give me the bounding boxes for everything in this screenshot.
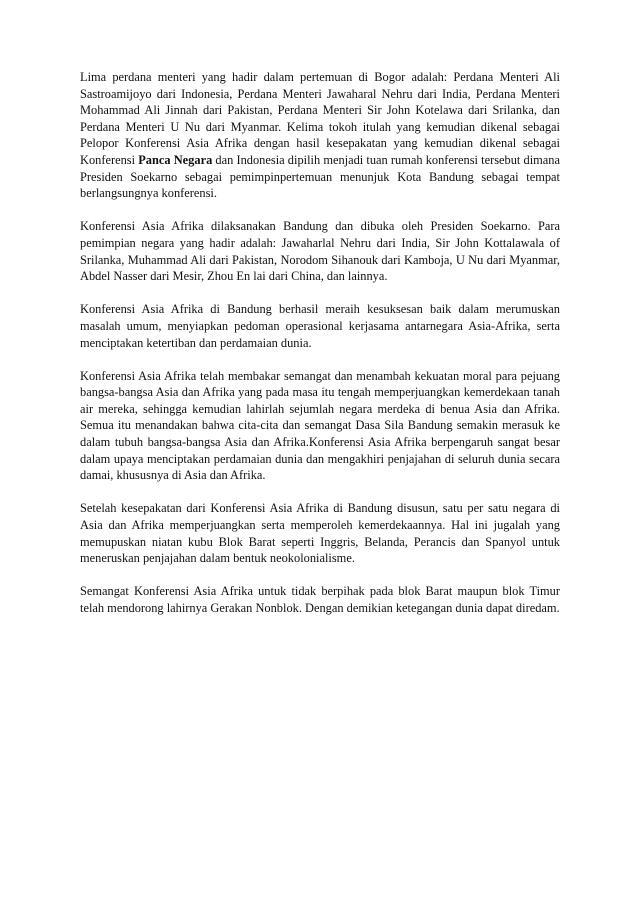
document-body — [80, 69, 560, 633]
paragraph-2: Konferensi Asia Afrika dilaksanakan Bandung dan dibuka oleh Presiden Soekarno. Para pemimpian negara yang hadir adalah: Jawaharlal Nehru dari India, Sir John Kottalawala of Srilanka, Muhammad Ali dari Pakistan, Norodom Sihanouk dari Kamboja, U Nu dari Myanmar, Abdel Nasser dari Mesir, Zhou En lai dari China, dan lainnya. — [80, 219, 560, 284]
paragraph-1 — [80, 69, 560, 202]
paragraph-1-text-b: dan Indonesia dipilih menjadi tuan rumah konferensi tersebut dimana Presiden Soekarno sebagai pemimpinpertemuan menunjuk Kota Bandung sebagai tempat berlangsungnya konferensi. — [80, 152, 561, 201]
bold-term-panca-negara: Panca Negara — [138, 152, 213, 167]
paragraph-4: Konferensi Asia Afrika telah membakar semangat dan menambah kekuatan moral para pejuang bangsa-bangsa Asia dan Afrika yang pada masa itu tengah memperjuangkan kemerdekaan tanah air mereka, sehingga kemudian lahirlah sejumlah negara merdeka di benua Asia dan Afrika. Semua itu menandakan bahwa cita-cita dan semangat Dasa Sila Bandung semakin merasuk ke dalam tubuh bangsa-bangsa Asia dan Afrika.Konferensi Asia Afrika berpengaruh sangat besar dalam upaya menciptakan perdamaian dunia dan mengakhiri penjajahan di seluruh dunia secara damai, khususnya di Asia dan Afrika. — [80, 368, 560, 483]
paragraph-6: Semangat Konferensi Asia Afrika untuk tidak berpihak pada blok Barat maupun blok Timur telah mendorong lahirnya Gerakan Nonblok. Dengan demikian ketegangan dunia dapat diredam. — [80, 584, 560, 615]
paragraph-1-text-a: Lima perdana menteri yang hadir dalam pertemuan di Bogor adalah: Perdana Menteri Ali Sastroamijoyo dari Indonesia, Perdana Menteri Jawaharal Nehru dari India, Perdana Menteri Mohammad Ali Jinnah dari Pakistan, Perdana Menteri Sir John Kotelawa dari Srilanka, dan Perdana Menteri U Nu dari Myanmar. Kelima tokoh itulah yang kemudian dikenal sebagai Pelopor Konferensi Asia Afrika dengan hasil kesepakatan yang kemudian dikenal sebagai Konferensi — [80, 70, 560, 167]
paragraph-5: Setelah kesepakatan dari Konferensi Asia Afrika di Bandung disusun, satu per satu negara di Asia dan Afrika memperjuangkan serta memperoleh kemerdekaannya. Hal ini jugalah yang memupuskan niatan kubu Blok Barat seperti Inggris, Belanda, Perancis dan Spanyol untuk meneruskan penjajahan dalam bentuk neokolonialisme. — [80, 501, 560, 566]
paragraph-3: Konferensi Asia Afrika di Bandung berhasil meraih kesuksesan baik dalam merumuskan masalah umum, menyiapkan pedoman operasional kerjasama antarnegara Asia-Afrika, serta menciptakan ketertiban dan perdamaian dunia. — [80, 302, 560, 350]
